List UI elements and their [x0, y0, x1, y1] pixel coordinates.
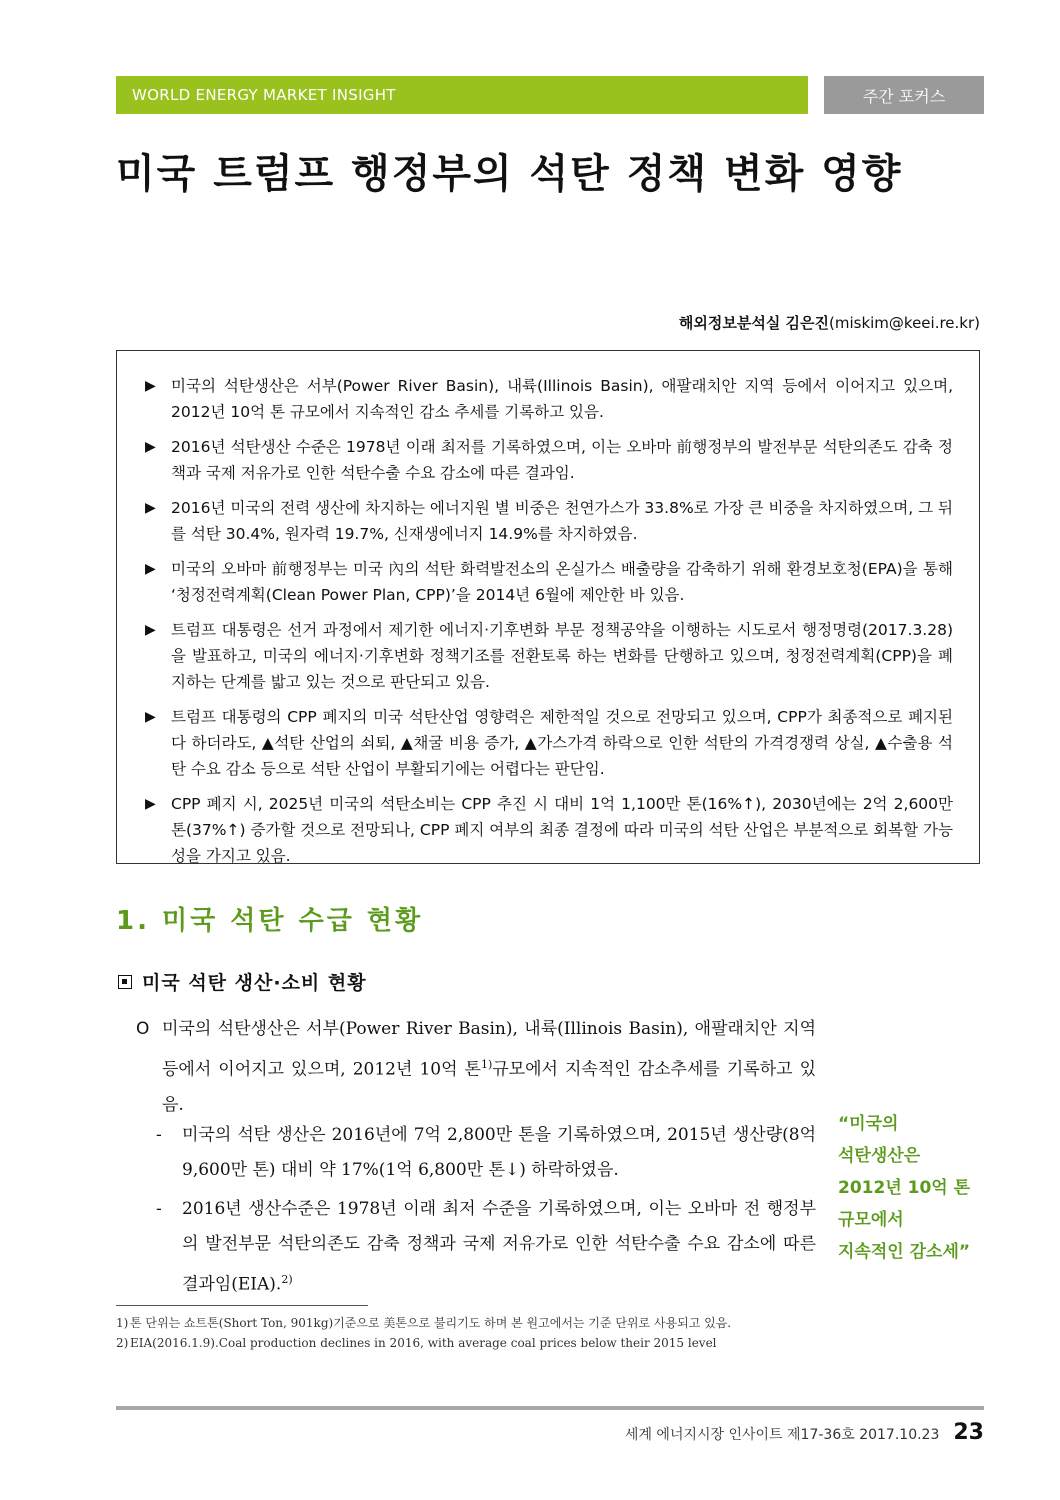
- pull-quote-line: “미국의: [838, 1114, 899, 1134]
- summary-text: 미국의 석탄생산은 서부(Power River Basin), 내륙(Illinois Basin), 애팔래치안 지역 등에서 이어지고 있으며, 2012년 10억 톤 규모에서 지속적인 감소 추세를 기록하고 있음.: [171, 377, 953, 421]
- footnote: [116, 1313, 816, 1333]
- triangle-bullet-icon: ▶: [145, 378, 156, 394]
- summary-item: [143, 434, 953, 486]
- dash-item: [156, 1118, 816, 1188]
- footnote-ref[interactable]: 1): [480, 1058, 493, 1071]
- triangle-bullet-icon: ▶: [145, 709, 156, 725]
- section-tag: [824, 76, 984, 114]
- summary-text: 2016년 미국의 전력 생산에 차지하는 에너지원 별 비중은 천연가스가 33.8%로 가장 큰 비중을 차지하였으며, 그 뒤를 석탄 30.4%, 원자력 19.7%, 신재생에너지 14.9%를 차지하였음.: [171, 499, 953, 543]
- pull-quote-line: 규모에서: [838, 1210, 904, 1230]
- summary-text: CPP 폐지 시, 2025년 미국의 석탄소비는 CPP 추진 시 대비 1억 1,100만 톤(16%↑), 2030년에는 2억 2,600만 톤(37%↑) 증가할 것으로 전망되나, CPP 폐지 여부의 최종 결정에 따라 미국의 석탄 산업은 부분적으로 회복할 가능성을 가지고 있음.: [171, 795, 953, 865]
- summary-text: 트럼프 대통령은 선거 과정에서 제기한 에너지·기후변화 부문 정책공약을 이행하는 시도로서 행정명령(2017.3.28)을 발표하고, 미국의 에너지·기후변화 정책기조를 전환토록 하는 변화를 단행하고 있으며, 청정전력계획(CPP)을 폐지하는 단계를 밟고 있는 것으로 판단되고 있음.: [171, 621, 953, 691]
- footnote: [116, 1333, 816, 1353]
- summary-item: [143, 704, 953, 782]
- summary-text: 2016년 석탄생산 수준은 1978년 이래 최저를 기록하였으며, 이는 오바마 前행정부의 발전부문 석탄의존도 감축 정책과 국제 저유가로 인한 석탄수출 수요 감소에 따른 결과임.: [171, 438, 953, 482]
- footnote-text: 톤 단위는 쇼트톤(Short Ton, 901kg)기준으로 美톤으로 불리기도 하며 본 원고에서는 기준 단위로 사용되고 있음.: [130, 1316, 732, 1330]
- dash-text: 미국의 석탄 생산은 2016년에 7억 2,800만 톤을 기록하였으며, 2015년 생산량(8억 9,600만 톤) 대비 약 17%(1억 6,800만 톤↓) 하락하였음.: [182, 1125, 816, 1180]
- page-footer: [625, 1420, 984, 1445]
- pull-quote-line: 2012년 10억 톤: [838, 1178, 971, 1198]
- summary-text: 미국의 오바마 前행정부는 미국 內의 석탄 화력발전소의 온실가스 배출량을 감축하기 위해 환경보호청(EPA)을 통해 ‘청정전력계획(Clean Power Plan, CPP)’을 2014년 6월에 제안한 바 있음.: [171, 560, 953, 604]
- summary-item: [143, 617, 953, 695]
- summary-item: [143, 495, 953, 547]
- footnote-number: 1): [116, 1316, 129, 1330]
- paragraph-text: 미국의 석탄생산은 서부(Power River Basin), 내륙(Illinois Basin), 애팔래치안 지역 등에서 이어지고 있으며, 2012년 10억 톤$^{1)}$규모에서 지속적인 감소추세를 기록하고 있음.: [162, 1019, 816, 1115]
- body-paragraph: [136, 1012, 816, 1123]
- footnote-divider: [116, 1305, 368, 1306]
- author-dept: 해외정보분석실 김은진: [678, 314, 829, 332]
- footnote-number: 2): [116, 1336, 129, 1350]
- dash-item: [156, 1192, 816, 1303]
- publication-info: 세계 에너지시장 인사이트 제17-36호 2017.10.23: [624, 1427, 940, 1443]
- summary-box: [116, 350, 980, 864]
- footnote-text: EIA(2016.1.9).Coal production declines in 2016, with average coal prices below their 2015 level: [130, 1336, 717, 1350]
- pull-quote-line: 석탄생산은: [838, 1146, 921, 1166]
- dash-bullet: -: [156, 1125, 162, 1145]
- dash-bullet: -: [156, 1199, 162, 1219]
- triangle-bullet-icon: ▶: [145, 622, 156, 638]
- summary-item: [143, 556, 953, 608]
- triangle-bullet-icon: ▶: [145, 561, 156, 577]
- summary-text: 트럼프 대통령의 CPP 폐지의 미국 석탄산업 영향력은 제한적일 것으로 전망되고 있으며, CPP가 최종적으로 폐지된다 하더라도, ▲석탄 산업의 쇠퇴, ▲채굴 비용 증가, ▲가스가격 하락으로 인한 석탄의 가격경쟁력 상실, ▲수출용 석탄 수요 감소 등으로 석탄 산업이 부활되기에는 어렵다는 판단임.: [171, 708, 953, 778]
- section-heading: 1. 미국 석탄 수급 현황: [116, 906, 424, 936]
- triangle-bullet-icon: ▶: [145, 439, 156, 455]
- footnotes: [116, 1313, 816, 1353]
- triangle-bullet-icon: ▶: [145, 796, 156, 812]
- series-title: WORLD ENERGY MARKET INSIGHT: [132, 86, 396, 104]
- pull-quote-line: 지속적인 감소세”: [838, 1242, 971, 1262]
- square-bullet-icon: [118, 975, 132, 989]
- footer-divider: [116, 1406, 984, 1410]
- pull-quote: [838, 1108, 978, 1268]
- circle-bullet-icon: O: [136, 1019, 150, 1039]
- summary-item: [143, 373, 953, 425]
- summary-item: [143, 791, 953, 869]
- subsection-title: 미국 석탄 생산·소비 현황: [142, 972, 367, 994]
- series-banner: [116, 76, 808, 114]
- author-line: [679, 312, 980, 333]
- page-number: 23: [953, 1420, 984, 1445]
- footnote-ref[interactable]: 2): [281, 1273, 293, 1286]
- article-title: 미국 트럼프 행정부의 석탄 정책 변화 영향: [116, 151, 903, 197]
- dash-text: 2016년 생산수준은 1978년 이래 최저 수준을 기록하였으며, 이는 오바마 전 행정부의 발전부문 석탄의존도 감축 정책과 국제 저유가로 인한 석탄수출 수요 감소에 따른 결과임(EIA).$^{2)}$: [182, 1199, 816, 1295]
- author-email: (miskim@keei.re.kr): [829, 314, 980, 332]
- triangle-bullet-icon: ▶: [145, 500, 156, 516]
- section-label: 주간 포커스: [862, 86, 946, 106]
- subsection-heading: [118, 968, 367, 995]
